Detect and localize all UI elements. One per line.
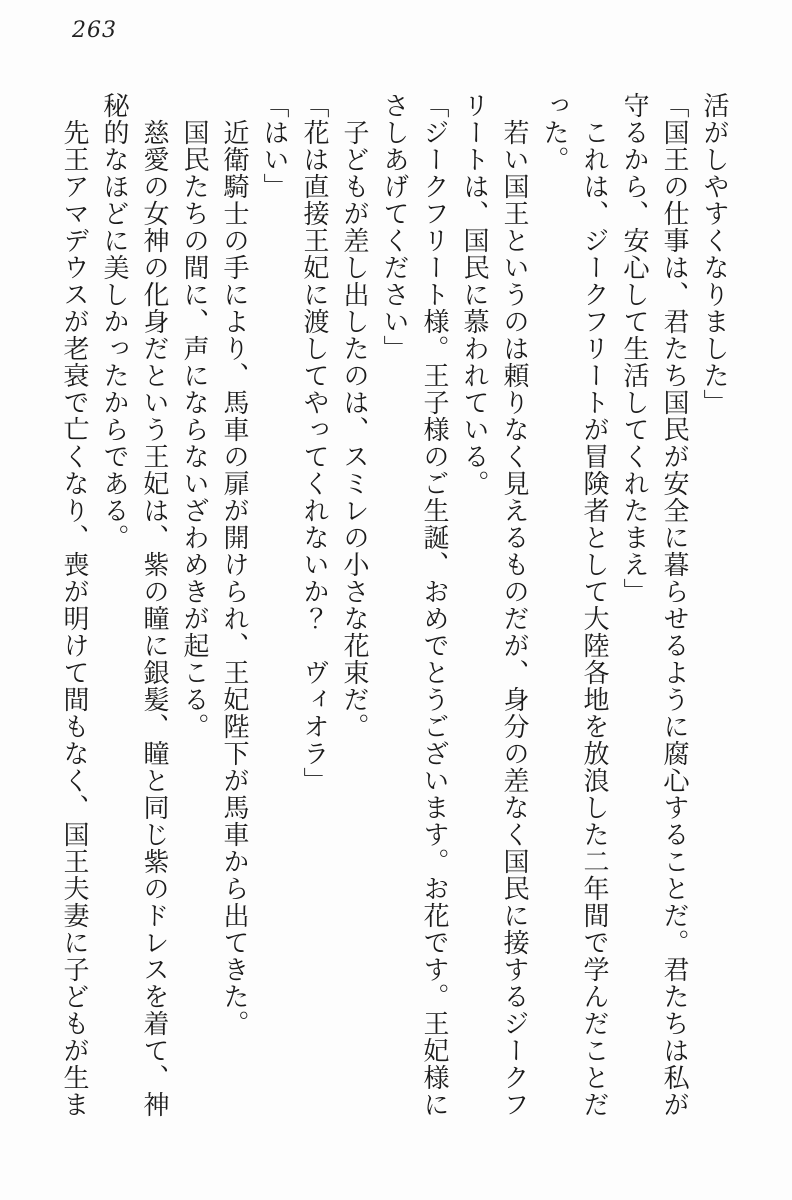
paragraph: 「ジークフリート様。王子様のご生誕、おめでとうございます。お花です。王妃様にさしあげてください」 (380, 92, 449, 1118)
paragraph: 若い国王というのは頼りなく見えるものだが、身分の差なく国民に接するジークフリートは、国民に慕われている。 (460, 92, 529, 1118)
paragraph: 国民たちの間に、声にならないざわめきが起こる。 (180, 92, 209, 740)
paragraph: 「花は直接王妃に渡してやってくれないか？ ヴィオラ」 (300, 92, 329, 794)
paragraph: 子どもが差し出したのは、スミレの小さな花束だ。 (340, 92, 369, 740)
vertical-text-block (54, 92, 734, 1124)
paragraph: 先王アマデウスが老衰で亡くなり、喪が明けて間もなく、国王夫妻に子どもが生ま (60, 92, 89, 1118)
paragraph: これは、ジークフリートが冒険者として大陸各地を放浪した二年間で学んだことだった。 (540, 92, 609, 1118)
paragraph: 慈愛の女神の化身だという王妃は、紫の瞳に銀髪、瞳と同じ紫のドレスを着て、神秘的なほどに美しかったからである。 (100, 92, 169, 1118)
paragraph: 「はい」 (260, 92, 289, 200)
paragraph: 近衛騎士の手により、馬車の扉が開けられ、王妃陛下が馬車から出てきた。 (220, 92, 249, 1037)
paragraph: 活がしやすくなりました」 (700, 92, 729, 416)
page-number: 263 (72, 18, 117, 43)
paragraph: 「国王の仕事は、君たち国民が安全に暮らせるように腐心することだ。君たちは私が守るから、安心して生活してくれたまえ」 (620, 92, 689, 1118)
